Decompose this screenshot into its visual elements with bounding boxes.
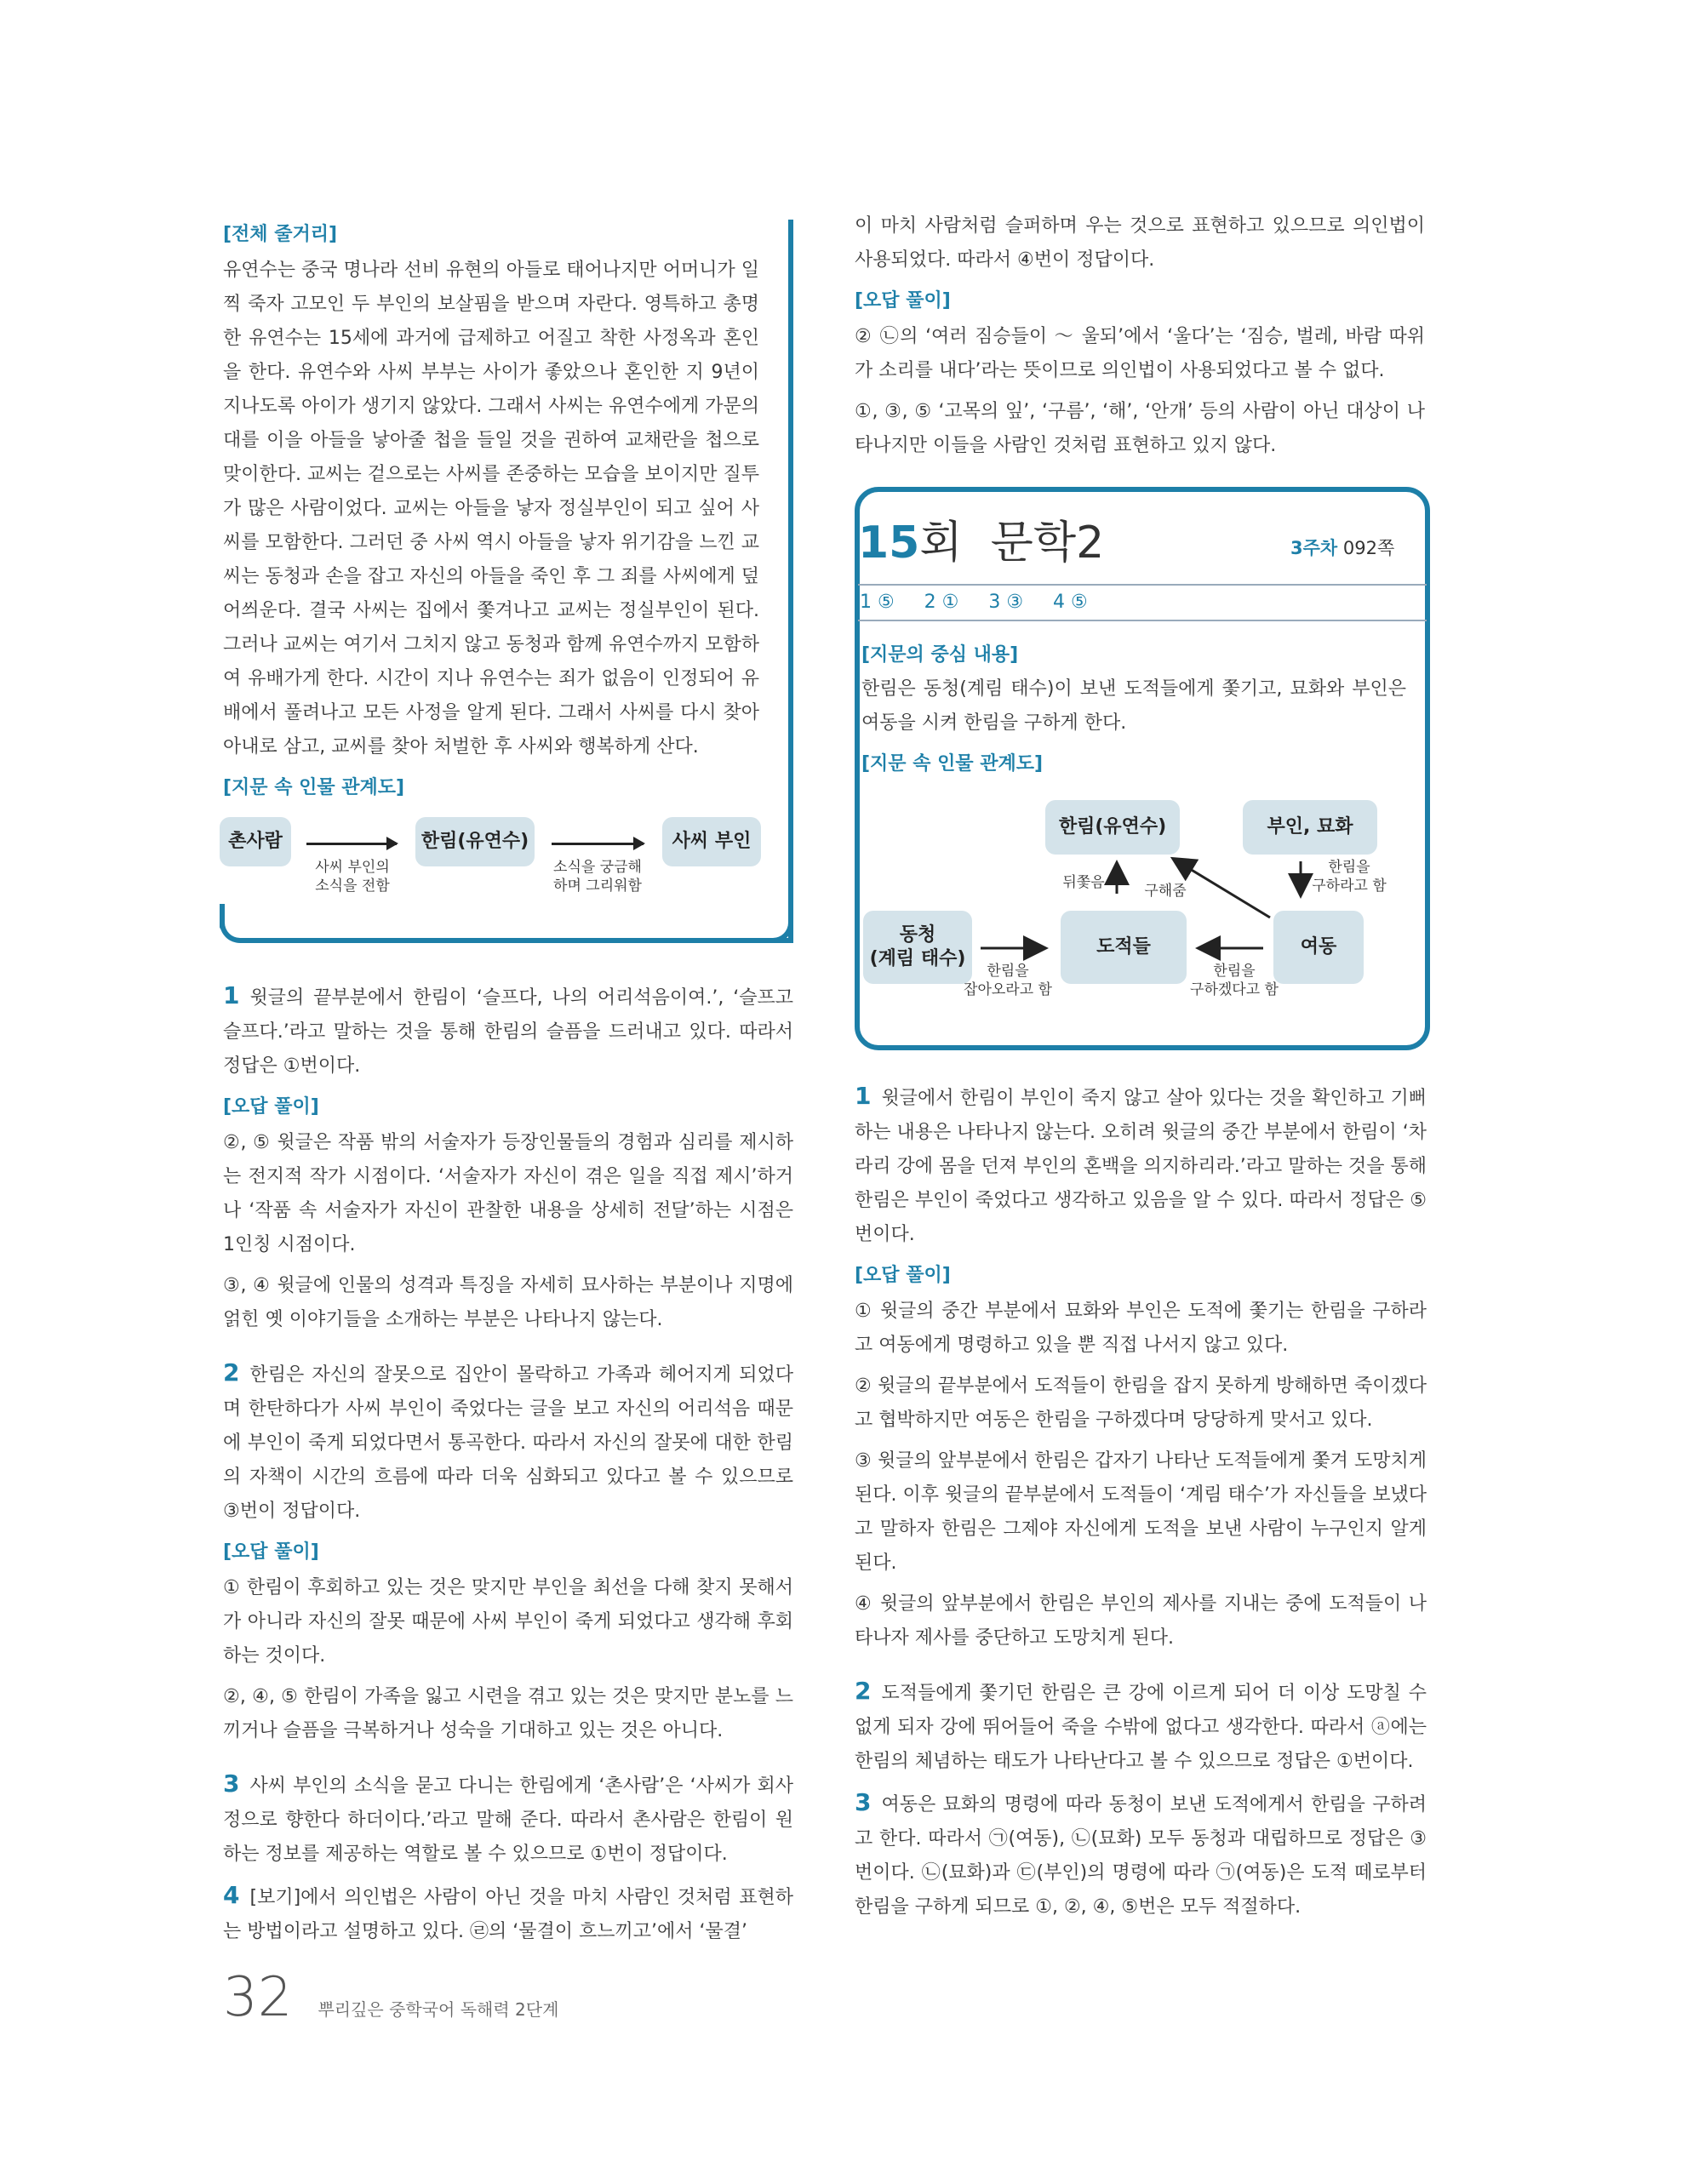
label-catch: 한림을 잡아오라고 함 [964,963,1052,998]
q4-wrong-header: [오답 풀이] [855,290,951,312]
left-relation-header: [지문 속 인물 관계도] [223,777,405,798]
q1-wrong-2: ③, ④ 윗글에 인물의 성격과 특징을 자세히 묘사하는 부분이나 지명에 얽힌 옛 이야기들을 소개하는 부분은 나타나지 않는다. [223,1275,793,1330]
r-q1-wrong-1: ① 윗글의 중간 부분에서 묘화와 부인은 도적에 쫓기는 한림을 구하라고 여동에게 명령하고 있을 뿐 직접 나서지 않고 있다. [855,1301,1427,1356]
summary-text: 유연수는 중국 명나라 선비 유현의 아들로 태어나지만 어머니가 일찍 죽자 고모인 두 부인의 보살핌을 받으며 자란다. 영특하고 총명한 유연수는 15세에 과거에 급제하고 어질고 착한 사정옥과 혼인을 한다. 유연수와 사씨 부부는 사이가 좋았으나 혼인한 지 9년이 지나도록 아이가 생기지 않았다. 그래서 사씨는 유연수에게 가문의 대를 이을 아들을 낳아줄 첩을 들일 것을 권하여 교채란을 첩으로 맞이한다. 교씨는 겉으로는 사씨를 존중하는 모습을 보이지만 질투가 많은 사람이었다. 교씨는 아들을 낳자 정실부인이 되고 싶어 사씨를 모함한다. 그러던 중 사씨 역시 아들을 낳자 위기감을 느낀 교씨는 동청과 손을 잡고 자신의 아들을 죽인 후 그 죄를 사씨에게 덮어씌운다. 결국 사씨는 집에서 쫓겨나고 교씨는 정실부인이 된다. 그러나 교씨는 여기서 그치지 않고 동청과 함께 유연수까지 모함하여 유배가게 한다. 시간이 지나 유연수는 죄가 없음이 인정되어 유배에서 풀려나고 모든 사정을 알게 된다. 그래서 사씨를 다시 찾아 아내로 삼고, 교씨를 찾아 처벌한 후 사씨와 행복하게 산다. [223,260,759,758]
q3-explanation: 3 사씨 부인의 소식을 묻고 다니는 한림에게 ‘촌사람’은 ‘사씨가 회사정으로 향한다 하더이다.’라고 말해 준다. 따라서 촌사람은 한림이 원하는 정보를 제공하는 역할로 볼 수 있으므로 ①번이 정답이다. [223,1769,793,1865]
node-r-dojeok: 도적들 [1061,911,1187,984]
label-villager-to-hanlim: 사씨 부인의 소식을 전함 [315,859,390,895]
node-r-dongcheong: 동청 (계림 태수) [863,911,972,984]
session-number: 15 [858,517,920,569]
q2-explanation: 2 한림은 자신의 잘못으로 집안이 몰락하고 가족과 헤어지게 되었다며 한탄하다가 사씨 부인이 죽었다는 글을 보고 자신의 어리석음 때문에 부인이 죽게 되었다면서 통곡한다. 따라서 자신의 잘못에 대한 한림의 자책이 시간의 흐름에 따라 더욱 심화되고 있다고 볼 수 있으므로 ③번이 정답이다. [223,1358,793,1522]
r-q1-explanation: 1 윗글에서 한림이 부인이 죽지 않고 살아 있다는 것을 확인하고 기뻐하는 내용은 나타나지 않는다. 오히려 윗글의 중간 부분에서 한림이 ‘차라리 강에 몸을 던져 부인의 혼백을 의지하리라.’라고 말하는 것을 통해 한림은 부인이 죽었다고 생각하고 있음을 알 수 있다. 따라서 정답은 ⑤번이다. [855,1082,1427,1245]
label-save: 구해줌 [1144,883,1187,900]
q4-explanation: 4 [보기]에서 의인법은 사람이 아닌 것을 마치 사람인 것처럼 표현하는 방법이라고 설명하고 있다. ㉣의 ‘물결이 흐느끼고’에서 ‘물결’ [223,1881,793,1942]
label-threat: 한림을 구하겠다고 함 [1190,963,1279,998]
page-label: 092쪽 [1337,538,1395,558]
q1-wrong-header: [오답 풀이] [223,1096,319,1118]
q2-wrong-header: [오답 풀이] [223,1541,319,1563]
answer-key: 1 ⑤ 2 ① 3 ③ 4 ⑤ [860,592,1088,613]
q4-continued: 이 마치 사람처럼 슬퍼하며 우는 것으로 표현하고 있으므로 의인법이 사용되었다. 따라서 ④번이 정답이다. [855,215,1425,271]
q4-wrong-2: ①, ③, ⑤ ‘고목의 잎’, ‘구름’, ‘해’, ‘안개’ 등의 사람이 아닌 대상이 나타나지만 이들을 사람인 것처럼 표현하고 있지 않다. [855,401,1425,456]
right-answers [855,1079,1427,1931]
book-title: 뿌리깊은 중학국어 독해력 2단계 [318,1999,559,2020]
q2-number: 2 [223,1358,240,1386]
node-r-buin: 부인, 묘화 [1243,800,1377,855]
right-relation-header: [지문 속 인물 관계도] [861,753,1044,775]
q4-wrong-1: ② ㉡의 ‘여러 짐승들이 ～ 울되’에서 ‘울다’는 ‘짐승, 벌레, 바람 따위가 소리를 내다’라는 뜻이므로 의인법이 사용되었다고 볼 수 없다. [855,326,1425,381]
footer [223,1966,558,2029]
q1-explanation: 1 윗글의 끝부분에서 한림이 ‘슬프다, 나의 어리석음이여.’, ‘슬프고 슬프다.’라고 말하는 것을 통해 한림의 슬픔을 드러내고 있다. 따라서 정답은 ①번이다. [223,981,793,1077]
q2-wrong-2: ②, ④, ⑤ 한림이 가족을 잃고 시련을 겪고 있는 것은 맞지만 분노를 느끼거나 슬픔을 극복하거나 성숙을 기대하고 있는 것은 아니다. [223,1686,793,1741]
q1-number: 1 [223,981,240,1009]
r-q3-explanation: 3 여동은 묘화의 명령에 따라 동청이 보낸 도적에게서 한림을 구하려고 한다. 따라서 ㉠(여동), ㉡(묘화) 모두 동청과 대립하므로 정답은 ③번이다. ㉡(묘화)과 ㉢(부인)의 명령에 따라 ㉠(여동)은 도적 떼로부터 한림을 구하게 되므로 ①, ②, ④, ⑤번은 모두 적절하다. [855,1788,1427,1918]
q2-wrong-1: ① 한림이 후회하고 있는 것은 맞지만 부인을 최선을 다해 찾지 못해서가 아니라 자신의 잘못 때문에 사씨 부인이 죽게 되었다고 생각해 후회하는 것이다. [223,1577,793,1667]
node-lady-sa: 사씨 부인 [662,817,761,866]
node-hanlim: 한림(유연수) [415,817,535,866]
page-number: 32 [223,1966,293,2029]
node-villager: 촌사람 [220,817,291,866]
node-r-yeodong: 여동 [1273,911,1364,984]
r-q1-number: 1 [855,1082,872,1110]
r-q2-number: 2 [855,1677,872,1705]
center-text: 한림은 동청(계림 태수)이 보낸 도적들에게 쫓기고, 묘화와 부인은 여동을 시켜 한림을 구하게 한다. [861,678,1406,734]
r-q1-wrong-2: ② 윗글의 끝부분에서 도적들이 한림을 잡지 못하게 방해하면 죽이겠다고 협박하지만 여동은 한림을 구하겠다며 당당하게 맞서고 있다. [855,1375,1427,1431]
label-command: 한림을 구하라고 함 [1312,859,1387,895]
r-q1-wrong-4: ④ 윗글의 앞부분에서 한림은 부인의 제사를 지내는 중에 도적들이 나타나자 제사를 중단하고 도망치게 된다. [855,1593,1427,1649]
center-header: [지문의 중심 내용] [861,644,1019,666]
q4-number: 4 [223,1881,240,1909]
label-chase: 뒤쫓음 [1062,874,1105,891]
r-q2-explanation: 2 도적들에게 쫓기던 한림은 큰 강에 이르게 되어 더 이상 도망칠 수 없게 되자 강에 뛰어들어 죽을 수밖에 없다고 생각한다. 따라서 ⓐ에는 한림의 체념하는 태도가 나타난다고 볼 수 있으므로 정답은 ①번이다. [855,1677,1427,1772]
label-hanlim-to-lady: 소식을 궁금해 하며 그리워함 [553,859,642,895]
r-q1-wrong-3: ③ 윗글의 앞부분에서 한림은 갑자기 나타난 도적들에게 쫓겨 도망치게 된다. 이후 윗글의 끝부분에서 도적들이 ‘계림 태수’가 자신들을 보냈다고 말하자 한림은 그제야 자신에게 도적을 보낸 사람이 누구인지 알게 된다. [855,1450,1427,1574]
week-label: 3주차 [1290,538,1338,558]
session-name: 회 문학2 [919,517,1105,569]
summary-header: [전체 줄거리] [223,224,338,245]
q3-number: 3 [223,1769,240,1798]
node-r-hanlim: 한림(유연수) [1045,800,1180,855]
r-q3-number: 3 [855,1788,872,1816]
r-q1-wrong-header: [오답 풀이] [855,1265,951,1286]
q1-wrong-1: ②, ⑤ 윗글은 작품 밖의 서술자가 등장인물들의 경험과 심리를 제시하는 전지적 작가 시점이다. ‘서술자가 자신이 겪은 일을 직접 제시’하거나 ‘작품 속 서술자가 자신이 관찰한 내용을 상세히 전달’하는 시점은 1인칭 시점이다. [223,1132,793,1255]
